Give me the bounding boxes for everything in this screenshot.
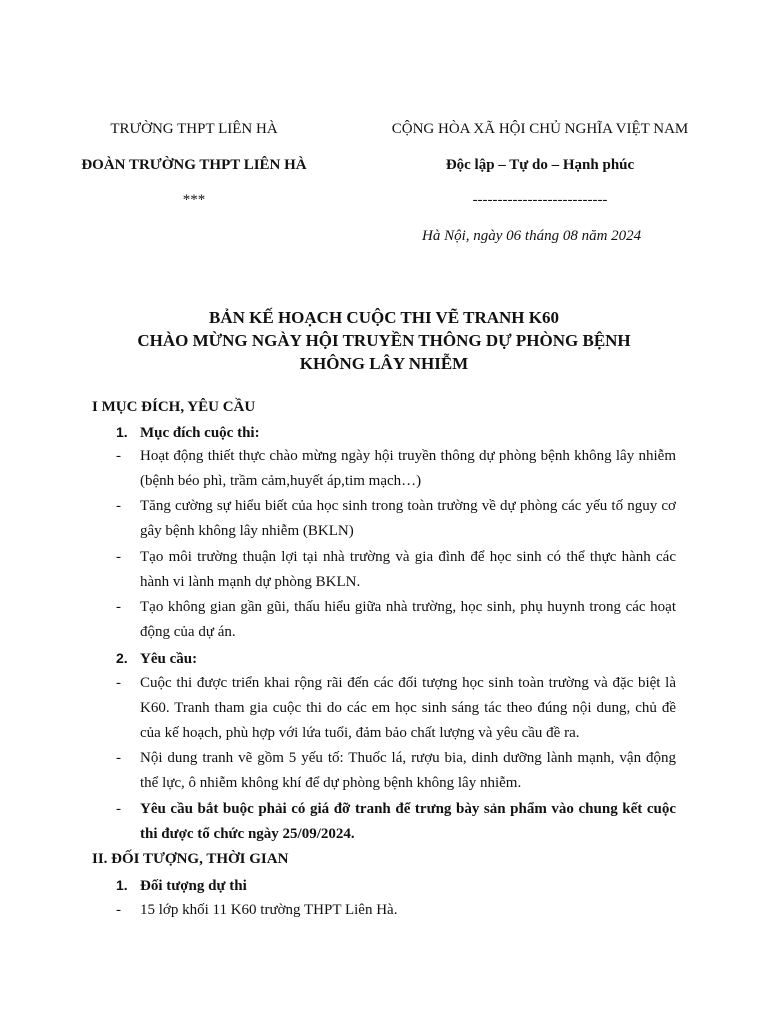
bullet-dash: - [116, 675, 121, 691]
header-rule: --------------------------- [472, 192, 608, 208]
subheading-label: Đối tượng dự thi [140, 878, 247, 894]
list-item-text: Tăng cường sự hiểu biết của học sinh trong toàn trường về dự phòng các yếu tố nguy cơ gây bệnh không lây nhiễm (BKLN) [140, 498, 676, 539]
list-item-text: Nội dung tranh vẽ gồm 5 yếu tố: Thuốc lá, rượu bia, dinh dưỡng lành mạnh, vận động thể lực, ô nhiễm không khí để dự phòng bệnh không lây nhiễm. [140, 750, 676, 791]
title-line-2: CHÀO MỪNG NGÀY HỘI TRUYỀN THÔNG DỰ PHÒNG BỆNH [137, 331, 631, 350]
bullet-dash: - [116, 902, 121, 918]
list-item [116, 595, 676, 645]
subheading-purpose [116, 422, 260, 443]
subheading-requirements [116, 648, 197, 669]
national-title: CỘNG HÒA XÃ HỘI CHỦ NGHĨA VIỆT NAM [391, 121, 689, 137]
subheading-number: 1. [116, 877, 128, 893]
list-item [116, 746, 676, 796]
subheading-participants [116, 875, 247, 896]
list-item-text: Tạo môi trường thuận lợi tại nhà trường và gia đình để học sinh có thể thực hành các hành vi lành mạnh dự phòng BKLN. [140, 549, 676, 590]
list-item [116, 545, 676, 595]
list-item-text: Yêu cầu bắt buộc phải có giá đỡ tranh để trưng bày sản phẩm vào chung kết cuộc thi được tổ chức ngày 25/09/2024. [140, 801, 676, 842]
subheading-number: 1. [116, 424, 128, 440]
list-item [116, 898, 676, 923]
header-stars: *** [182, 192, 206, 208]
union-name: ĐOÀN TRƯỜNG THPT LIÊN HÀ [81, 157, 307, 173]
bullet-dash: - [116, 448, 121, 464]
list-item-text: Tạo không gian gần gũi, thấu hiểu giữa nhà trường, học sinh, phụ huynh trong các hoạt động của dự án. [140, 599, 676, 640]
section-1-heading: I MỤC ĐÍCH, YÊU CẦU [92, 399, 256, 415]
subheading-label: Yêu cầu: [140, 651, 198, 667]
school-name: TRƯỜNG THPT LIÊN HÀ [110, 121, 278, 137]
list-item-text: Cuộc thi được triển khai rộng rãi đến các đối tượng học sinh toàn trường và đặc biệt là K60. Tranh tham gia cuộc thi do các em học sinh sáng tác theo đúng nội dung, chủ đề của kế hoạch, phù hợp với lứa tuổi, đảm bảo chất lượng và yêu cầu đề ra. [140, 675, 676, 741]
subheading-label: Mục đích cuộc thi: [140, 425, 260, 441]
bullet-dash: - [116, 498, 121, 514]
list-item [116, 494, 676, 544]
section-2-heading: II. ĐỐI TƯỢNG, THỜI GIAN [92, 851, 289, 867]
title-line-3: KHÔNG LÂY NHIỄM [299, 354, 469, 373]
document-date: Hà Nội, ngày 06 tháng 08 năm 2024 [422, 228, 642, 244]
list-item-text: 15 lớp khối 11 K60 trường THPT Liên Hà. [140, 902, 398, 918]
bullet-dash: - [116, 599, 121, 615]
list-item [116, 671, 676, 746]
list-item [116, 444, 676, 494]
list-item [116, 797, 676, 847]
bullet-dash: - [116, 801, 121, 817]
title-line-1: BẢN KẾ HOẠCH CUỘC THI VẼ TRANH K60 [209, 308, 559, 327]
national-motto: Độc lập – Tự do – Hạnh phúc [445, 157, 635, 173]
subheading-number: 2. [116, 650, 128, 666]
bullet-dash: - [116, 750, 121, 766]
list-item-text: Hoạt động thiết thực chào mừng ngày hội truyền thông dự phòng bệnh không lây nhiễm (bệnh béo phì, trầm cảm,huyết áp,tim mạch…) [140, 448, 676, 489]
bullet-dash: - [116, 549, 121, 565]
